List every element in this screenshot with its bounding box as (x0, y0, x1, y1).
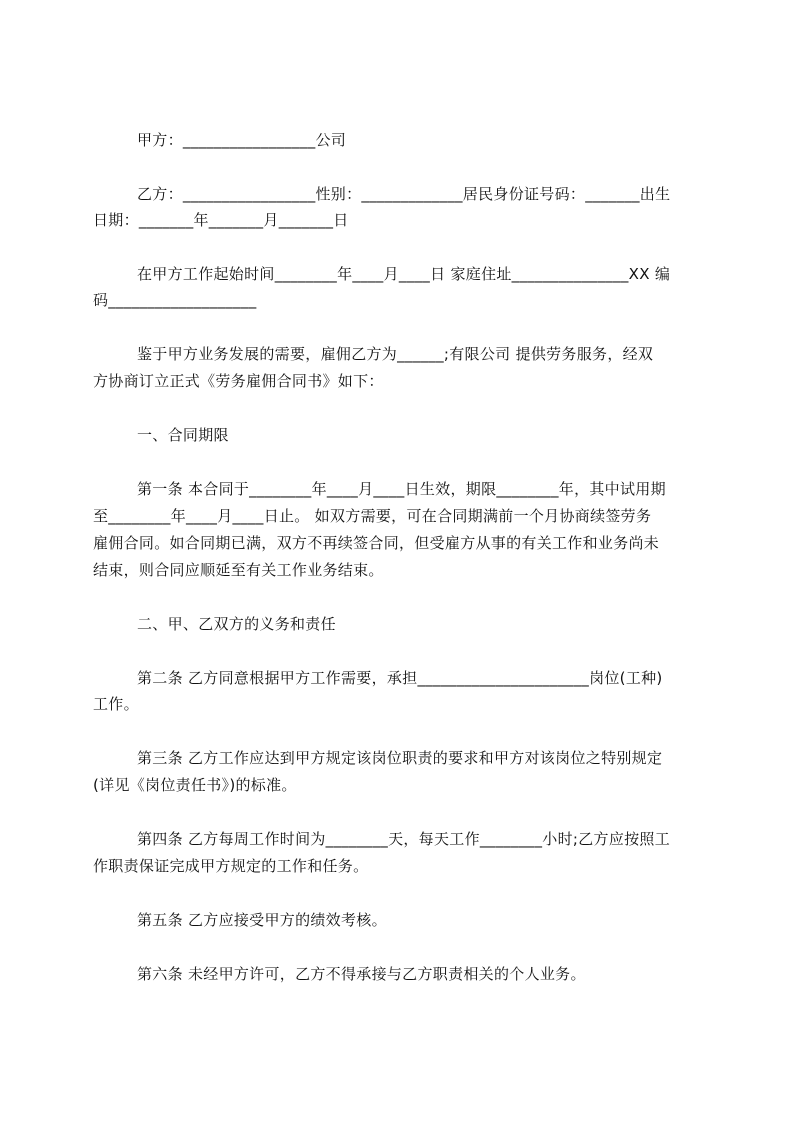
article-3-line-2: (详见《岗位责任书》)的标准。 (93, 776, 297, 794)
party-a-line: 甲方：_________________公司 (137, 131, 347, 149)
party-b-line-2: 日期：_______年_______月_______日 (93, 211, 349, 229)
article-6: 第六条 未经甲方许可，乙方不得承接与乙方职责相关的个人业务。 (137, 965, 586, 983)
section-1-title: 一、合同期限 (137, 426, 229, 444)
work-start-line-2: 码___________________ (93, 291, 257, 309)
article-1-line-2: 至________年____月____日止。 如双方需要，可在合同期满前一个月协商续签劳务 (93, 507, 652, 525)
article-1-line-3: 雇佣合同。如合同期已满，双方不再续签合同，但受雇方从事的有关工作和业务尚未 (93, 534, 660, 552)
section-2-title: 二、甲、乙双方的义务和责任 (137, 615, 336, 633)
article-5: 第五条 乙方应接受甲方的绩效考核。 (137, 911, 387, 929)
preamble-line-1: 鉴于甲方业务发展的需要，雇佣乙方为______;有限公司 提供劳务服务，经双 (137, 345, 654, 363)
work-start-line-1: 在甲方工作起始时间________年____月____日 家庭住址_______________XX 编 (137, 265, 671, 283)
article-2-line-1: 第二条 乙方同意根据甲方工作需要，承担______________________岗位(工种) (137, 669, 663, 687)
article-1-line-1: 第一条 本合同于________年____月____日生效，期限________年，其中试用期 (137, 480, 666, 498)
preamble-line-2: 方协商订立正式《劳务雇佣合同书》如下： (93, 372, 384, 390)
article-1-line-4: 结束，则合同应顺延至有关工作业务结束。 (93, 561, 384, 579)
article-2-line-2: 工作。 (93, 695, 139, 713)
article-4-line-2: 作职责保证完成甲方规定的工作和任务。 (93, 857, 369, 875)
article-3-line-1: 第三条 乙方工作应达到甲方规定该岗位职责的要求和甲方对该岗位之特别规定 (137, 749, 663, 767)
party-b-line-1: 乙方：_________________性别：_____________居民身份证号码：_______出生 (137, 185, 671, 203)
article-4-line-1: 第四条 乙方每周工作时间为________天，每天工作________小时;乙方应按照工 (137, 830, 671, 848)
